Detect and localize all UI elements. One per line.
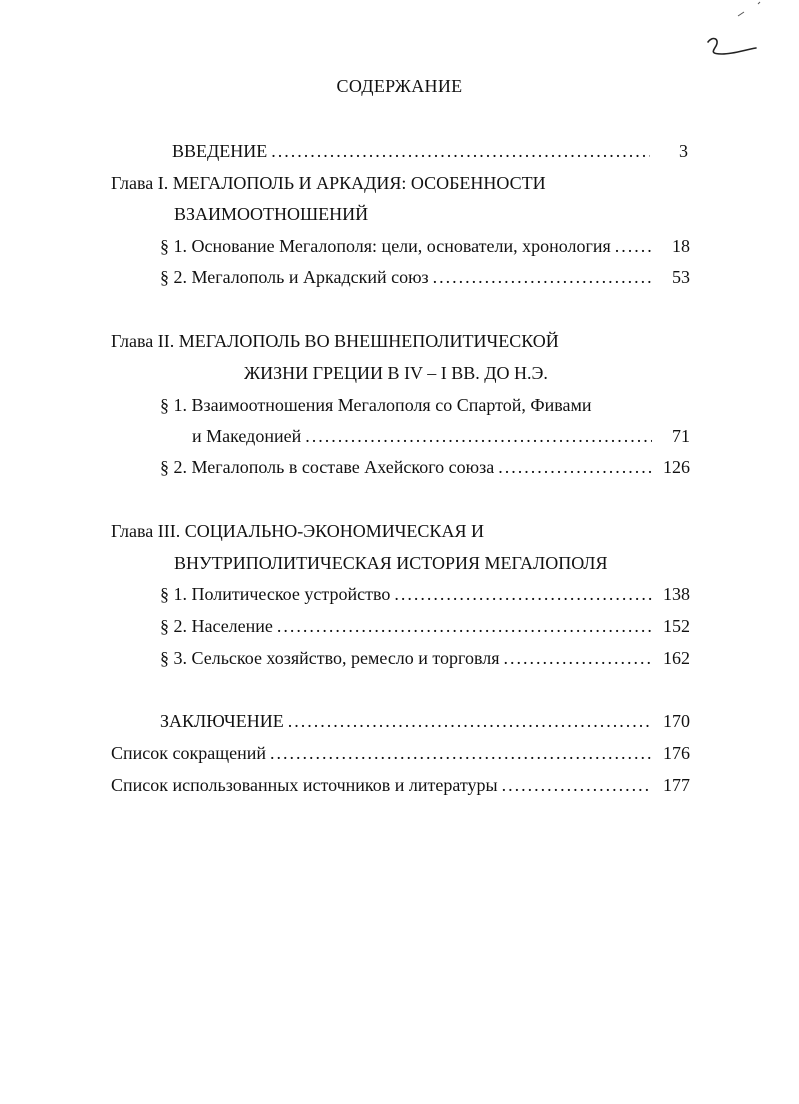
toc-page-number: 18 — [672, 236, 690, 256]
chapter-1-heading: Глава I. МЕГАЛОПОЛЬ И АРКАДИЯ: ОСОБЕННОСТИ — [111, 173, 546, 193]
leader-dots — [502, 774, 652, 796]
chapter-2-heading-cont: ЖИЗНИ ГРЕЦИИ В IV – I ВВ. ДО Н.Э. — [244, 363, 548, 383]
page-title: СОДЕРЖАНИЕ — [336, 76, 463, 96]
toc-label: § 1. Основание Мегалополя: цели, основатели, хронология — [160, 236, 611, 256]
leader-dots — [498, 456, 652, 478]
leader-dots — [270, 742, 652, 764]
toc-label: § 2. Мегалополь и Аркадский союз — [160, 267, 429, 287]
toc-entry-ch1-s1 — [160, 235, 690, 257]
leader-dots — [305, 425, 652, 447]
toc-label: Список сокращений — [111, 743, 266, 763]
toc-entry-ch3-s3 — [160, 647, 690, 669]
chapter-1-heading-cont: ВЗАИМООТНОШЕНИЙ — [174, 204, 369, 224]
toc-page-number: 152 — [663, 616, 690, 636]
toc-label: § 2. Мегалополь в составе Ахейского союза — [160, 457, 495, 477]
toc-entry-conclusion — [160, 710, 690, 732]
toc-page-number: 71 — [672, 426, 690, 446]
toc-entry-ch3-s2 — [160, 615, 690, 637]
leader-dots — [394, 583, 652, 605]
leader-dots — [288, 710, 652, 732]
toc-page-number: 3 — [679, 141, 688, 161]
toc-page-number: 162 — [663, 648, 690, 668]
toc-label: § 2. Население — [160, 616, 273, 636]
leader-dots — [433, 266, 652, 288]
toc-entry-ch1-s2 — [160, 266, 690, 288]
stray-mark — [730, 0, 770, 20]
toc-page-number: 170 — [663, 711, 690, 731]
toc-entry-sources — [111, 774, 690, 796]
toc-label: § 1. Политическое устройство — [160, 584, 391, 604]
toc-page-number: 126 — [663, 457, 690, 477]
toc-entry-ch2-s1-label: § 1. Взаимоотношения Мегалополя со Спартой, Фивами — [160, 395, 592, 415]
toc-label: § 3. Сельское хозяйство, ремесло и торговля — [160, 648, 500, 668]
leader-dots — [271, 140, 650, 162]
toc-page-number: 176 — [663, 743, 690, 763]
toc-page-number: 177 — [663, 775, 690, 795]
toc-label: ЗАКЛЮЧЕНИЕ — [160, 711, 284, 731]
toc-label: ВВЕДЕНИЕ — [172, 141, 268, 161]
leader-dots — [615, 235, 652, 257]
leader-dots — [504, 647, 652, 669]
handwritten-page-number — [700, 30, 770, 70]
toc-page-number: 138 — [663, 584, 690, 604]
toc-label: и Македонией — [192, 426, 302, 446]
toc-page-number: 53 — [672, 267, 690, 287]
leader-dots — [277, 615, 652, 637]
chapter-3-heading-cont: ВНУТРИПОЛИТИЧЕСКАЯ ИСТОРИЯ МЕГАЛОПОЛЯ — [174, 553, 608, 573]
toc-label: Список использованных источников и литературы — [111, 775, 498, 795]
toc-entry-ch3-s1 — [160, 583, 690, 605]
toc-entry-ch2-s2 — [160, 456, 690, 478]
chapter-3-heading: Глава III. СОЦИАЛЬНО-ЭКОНОМИЧЕСКАЯ И — [111, 521, 484, 541]
chapter-2-heading: Глава II. МЕГАЛОПОЛЬ ВО ВНЕШНЕПОЛИТИЧЕСКОЙ — [111, 331, 559, 351]
toc-entry-intro — [172, 140, 688, 162]
toc-entry-ch2-s1 — [192, 425, 690, 447]
toc-entry-abbreviations — [111, 742, 690, 764]
